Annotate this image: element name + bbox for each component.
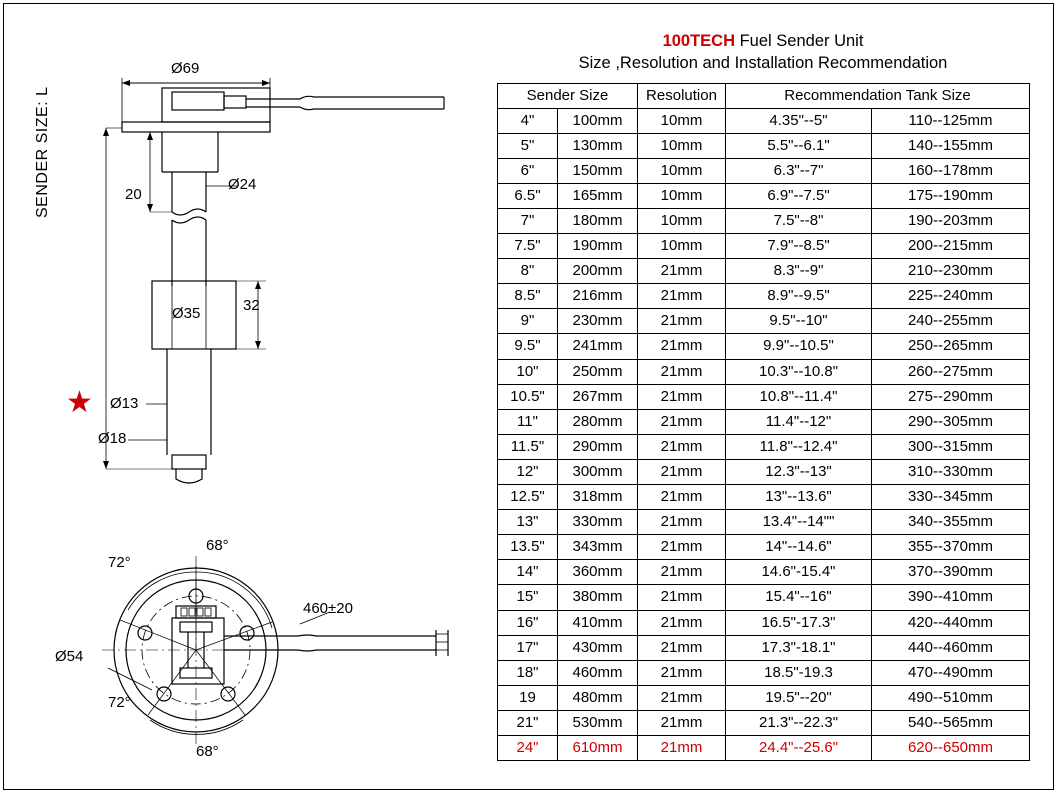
cell-resolution: 21mm xyxy=(638,309,726,334)
cell-sender-size-mm: 150mm xyxy=(558,158,638,183)
cell-sender-size-in: 7.5" xyxy=(498,234,558,259)
cell-sender-size-in: 12.5" xyxy=(498,485,558,510)
cell-resolution: 21mm xyxy=(638,585,726,610)
cell-resolution: 21mm xyxy=(638,334,726,359)
cell-sender-size-in: 11" xyxy=(498,409,558,434)
cell-sender-size-mm: 360mm xyxy=(558,560,638,585)
cell-tank-size-in: 7.9"--8.5" xyxy=(726,234,872,259)
cell-sender-size-in: 16" xyxy=(498,610,558,635)
cell-tank-size-in: 9.9"--10.5" xyxy=(726,334,872,359)
cell-sender-size-in: 15" xyxy=(498,585,558,610)
cell-sender-size-in: 13.5" xyxy=(498,535,558,560)
cell-tank-size-in: 24.4"--25.6" xyxy=(726,735,872,760)
table-row xyxy=(498,284,1030,309)
table-row xyxy=(498,610,1030,635)
cell-sender-size-mm: 290mm xyxy=(558,434,638,459)
cell-sender-size-mm: 130mm xyxy=(558,133,638,158)
cell-tank-size-in: 19.5"--20" xyxy=(726,685,872,710)
star-marker-icon: ★ xyxy=(66,386,93,419)
table-row xyxy=(498,710,1030,735)
cell-sender-size-in: 12" xyxy=(498,459,558,484)
header-resolution: Resolution xyxy=(638,83,726,108)
cell-tank-size-mm: 490--510mm xyxy=(872,685,1030,710)
cell-tank-size-mm: 310--330mm xyxy=(872,459,1030,484)
cell-sender-size-in: 17" xyxy=(498,635,558,660)
cell-tank-size-in: 4.35"--5" xyxy=(726,108,872,133)
cell-tank-size-mm: 110--125mm xyxy=(872,108,1030,133)
cell-sender-size-in: 6.5" xyxy=(498,183,558,208)
cell-tank-size-in: 13"--13.6" xyxy=(726,485,872,510)
cell-tank-size-in: 14.6"-15.4" xyxy=(726,560,872,585)
table-row xyxy=(498,334,1030,359)
table-row xyxy=(498,510,1030,535)
cell-tank-size-mm: 300--315mm xyxy=(872,434,1030,459)
cell-resolution: 10mm xyxy=(638,183,726,208)
table-row xyxy=(498,535,1030,560)
sender-size-label: SENDER SIZE: L xyxy=(34,86,51,218)
cell-resolution: 21mm xyxy=(638,459,726,484)
cell-resolution: 21mm xyxy=(638,685,726,710)
cell-resolution: 21mm xyxy=(638,409,726,434)
cell-tank-size-in: 5.5"--6.1" xyxy=(726,133,872,158)
cell-tank-size-in: 11.8"--12.4" xyxy=(726,434,872,459)
cell-tank-size-mm: 225--240mm xyxy=(872,284,1030,309)
table-row xyxy=(498,485,1030,510)
table-row xyxy=(498,459,1030,484)
cell-tank-size-mm: 355--370mm xyxy=(872,535,1030,560)
title-block xyxy=(497,30,1029,75)
cell-tank-size-in: 17.3"-18.1" xyxy=(726,635,872,660)
cell-resolution: 21mm xyxy=(638,485,726,510)
cell-sender-size-in: 7" xyxy=(498,209,558,234)
dim-cable-length: 460±20 xyxy=(303,600,353,617)
table-row xyxy=(498,585,1030,610)
cell-sender-size-mm: 530mm xyxy=(558,710,638,735)
cell-sender-size-in: 9.5" xyxy=(498,334,558,359)
cell-tank-size-in: 21.3"--22.3" xyxy=(726,710,872,735)
dim-flange-dia: Ø69 xyxy=(171,60,200,77)
cell-tank-size-in: 6.3"--7" xyxy=(726,158,872,183)
dim-angle-72-top: 72° xyxy=(108,554,131,571)
cell-sender-size-mm: 100mm xyxy=(558,108,638,133)
title-line-2: Size ,Resolution and Installation Recommendation xyxy=(578,54,948,73)
table-row xyxy=(498,685,1030,710)
cell-tank-size-mm: 260--275mm xyxy=(872,359,1030,384)
cell-sender-size-in: 8.5" xyxy=(498,284,558,309)
table-row xyxy=(498,434,1030,459)
cell-resolution: 10mm xyxy=(638,209,726,234)
table-row xyxy=(498,158,1030,183)
table-row xyxy=(498,309,1030,334)
table-row xyxy=(498,409,1030,434)
cell-tank-size-in: 18.5"-19.3 xyxy=(726,660,872,685)
cell-sender-size-mm: 241mm xyxy=(558,334,638,359)
cell-tank-size-mm: 210--230mm xyxy=(872,259,1030,284)
cell-resolution: 21mm xyxy=(638,510,726,535)
cell-resolution: 10mm xyxy=(638,158,726,183)
cell-tank-size-in: 8.9"--9.5" xyxy=(726,284,872,309)
cell-resolution: 10mm xyxy=(638,234,726,259)
cell-sender-size-mm: 430mm xyxy=(558,635,638,660)
spec-table xyxy=(497,83,1030,762)
table-row xyxy=(498,359,1030,384)
dim-tube-dia-24: Ø24 xyxy=(228,176,257,193)
cell-sender-size-mm: 280mm xyxy=(558,409,638,434)
cell-tank-size-in: 15.4"--16" xyxy=(726,585,872,610)
cell-sender-size-mm: 250mm xyxy=(558,359,638,384)
title-line-1 xyxy=(497,30,1029,52)
spec-panel xyxy=(497,30,1029,761)
table-row xyxy=(498,735,1030,760)
cell-resolution: 21mm xyxy=(638,610,726,635)
table-row xyxy=(498,183,1030,208)
cell-sender-size-mm: 180mm xyxy=(558,209,638,234)
cell-resolution: 21mm xyxy=(638,359,726,384)
dim-rod-dia-18: Ø18 xyxy=(98,430,127,447)
cell-tank-size-in: 14"--14.6" xyxy=(726,535,872,560)
cell-sender-size-in: 4" xyxy=(498,108,558,133)
brand-name: 100TECH xyxy=(662,32,736,50)
cell-tank-size-in: 12.3"--13" xyxy=(726,459,872,484)
cell-sender-size-mm: 610mm xyxy=(558,735,638,760)
cell-sender-size-in: 10.5" xyxy=(498,384,558,409)
table-row xyxy=(498,209,1030,234)
cell-sender-size-mm: 318mm xyxy=(558,485,638,510)
cell-sender-size-mm: 200mm xyxy=(558,259,638,284)
cell-sender-size-mm: 343mm xyxy=(558,535,638,560)
cell-tank-size-mm: 390--410mm xyxy=(872,585,1030,610)
cell-tank-size-mm: 140--155mm xyxy=(872,133,1030,158)
cell-tank-size-in: 10.8"--11.4" xyxy=(726,384,872,409)
cell-sender-size-in: 19 xyxy=(498,685,558,710)
cell-tank-size-in: 9.5"--10" xyxy=(726,309,872,334)
table-row xyxy=(498,660,1030,685)
cell-resolution: 10mm xyxy=(638,133,726,158)
cell-sender-size-in: 9" xyxy=(498,309,558,334)
cell-tank-size-mm: 340--355mm xyxy=(872,510,1030,535)
cell-resolution: 21mm xyxy=(638,535,726,560)
cell-sender-size-in: 24" xyxy=(498,735,558,760)
cell-tank-size-mm: 240--255mm xyxy=(872,309,1030,334)
cell-tank-size-mm: 540--565mm xyxy=(872,710,1030,735)
cell-tank-size-mm: 470--490mm xyxy=(872,660,1030,685)
dim-rod-dia-13: Ø13 xyxy=(110,395,139,412)
technical-drawing xyxy=(0,0,497,795)
cell-sender-size-mm: 330mm xyxy=(558,510,638,535)
cell-resolution: 21mm xyxy=(638,660,726,685)
cell-resolution: 21mm xyxy=(638,735,726,760)
dim-angle-72-bottom: 72° xyxy=(108,694,131,711)
cell-tank-size-in: 10.3"--10.8" xyxy=(726,359,872,384)
cell-resolution: 21mm xyxy=(638,259,726,284)
cell-tank-size-mm: 330--345mm xyxy=(872,485,1030,510)
dim-angle-68-top: 68° xyxy=(206,537,229,554)
table-row xyxy=(498,384,1030,409)
cell-sender-size-mm: 190mm xyxy=(558,234,638,259)
dim-height-20: 20 xyxy=(125,186,142,203)
dim-float-dia-35: Ø35 xyxy=(172,305,201,322)
cell-sender-size-mm: 216mm xyxy=(558,284,638,309)
cell-sender-size-mm: 460mm xyxy=(558,660,638,685)
cell-tank-size-in: 13.4"--14"" xyxy=(726,510,872,535)
cell-sender-size-in: 6" xyxy=(498,158,558,183)
cell-sender-size-mm: 380mm xyxy=(558,585,638,610)
cell-tank-size-in: 16.5"-17.3" xyxy=(726,610,872,635)
cell-sender-size-in: 21" xyxy=(498,710,558,735)
cell-resolution: 21mm xyxy=(638,284,726,309)
cell-tank-size-in: 7.5"--8" xyxy=(726,209,872,234)
cell-sender-size-in: 8" xyxy=(498,259,558,284)
cell-tank-size-mm: 275--290mm xyxy=(872,384,1030,409)
table-row xyxy=(498,133,1030,158)
cell-sender-size-mm: 410mm xyxy=(558,610,638,635)
header-sender-size: Sender Size xyxy=(498,83,638,108)
cell-tank-size-mm: 175--190mm xyxy=(872,183,1030,208)
cell-sender-size-mm: 300mm xyxy=(558,459,638,484)
cell-tank-size-in: 11.4"--12" xyxy=(726,409,872,434)
title-rest: Fuel Sender Unit xyxy=(735,32,864,50)
cell-sender-size-mm: 230mm xyxy=(558,309,638,334)
cell-tank-size-mm: 160--178mm xyxy=(872,158,1030,183)
table-header-row xyxy=(498,83,1030,108)
dim-bolt-circle-54: Ø54 xyxy=(55,648,84,665)
cell-resolution: 21mm xyxy=(638,710,726,735)
dim-angle-68-bottom: 68° xyxy=(196,743,219,760)
cell-resolution: 21mm xyxy=(638,384,726,409)
cell-tank-size-mm: 250--265mm xyxy=(872,334,1030,359)
cell-sender-size-in: 13" xyxy=(498,510,558,535)
cell-resolution: 10mm xyxy=(638,108,726,133)
cell-tank-size-mm: 190--203mm xyxy=(872,209,1030,234)
cell-sender-size-mm: 267mm xyxy=(558,384,638,409)
cell-tank-size-mm: 290--305mm xyxy=(872,409,1030,434)
cell-sender-size-mm: 165mm xyxy=(558,183,638,208)
cell-resolution: 21mm xyxy=(638,635,726,660)
dim-float-height-32: 32 xyxy=(243,297,260,314)
cell-resolution: 21mm xyxy=(638,560,726,585)
cell-sender-size-mm: 480mm xyxy=(558,685,638,710)
cell-tank-size-in: 6.9"--7.5" xyxy=(726,183,872,208)
cell-tank-size-mm: 370--390mm xyxy=(872,560,1030,585)
cell-sender-size-in: 11.5" xyxy=(498,434,558,459)
cell-tank-size-mm: 200--215mm xyxy=(872,234,1030,259)
table-row xyxy=(498,259,1030,284)
cell-sender-size-in: 18" xyxy=(498,660,558,685)
table-row xyxy=(498,560,1030,585)
table-row xyxy=(498,635,1030,660)
cell-tank-size-mm: 420--440mm xyxy=(872,610,1030,635)
table-row xyxy=(498,108,1030,133)
cell-tank-size-in: 8.3"--9" xyxy=(726,259,872,284)
cell-sender-size-in: 10" xyxy=(498,359,558,384)
header-tank-size: Recommendation Tank Size xyxy=(726,83,1030,108)
cell-tank-size-mm: 620--650mm xyxy=(872,735,1030,760)
cell-sender-size-in: 14" xyxy=(498,560,558,585)
table-row xyxy=(498,234,1030,259)
cell-sender-size-in: 5" xyxy=(498,133,558,158)
cell-resolution: 21mm xyxy=(638,434,726,459)
cell-tank-size-mm: 440--460mm xyxy=(872,635,1030,660)
